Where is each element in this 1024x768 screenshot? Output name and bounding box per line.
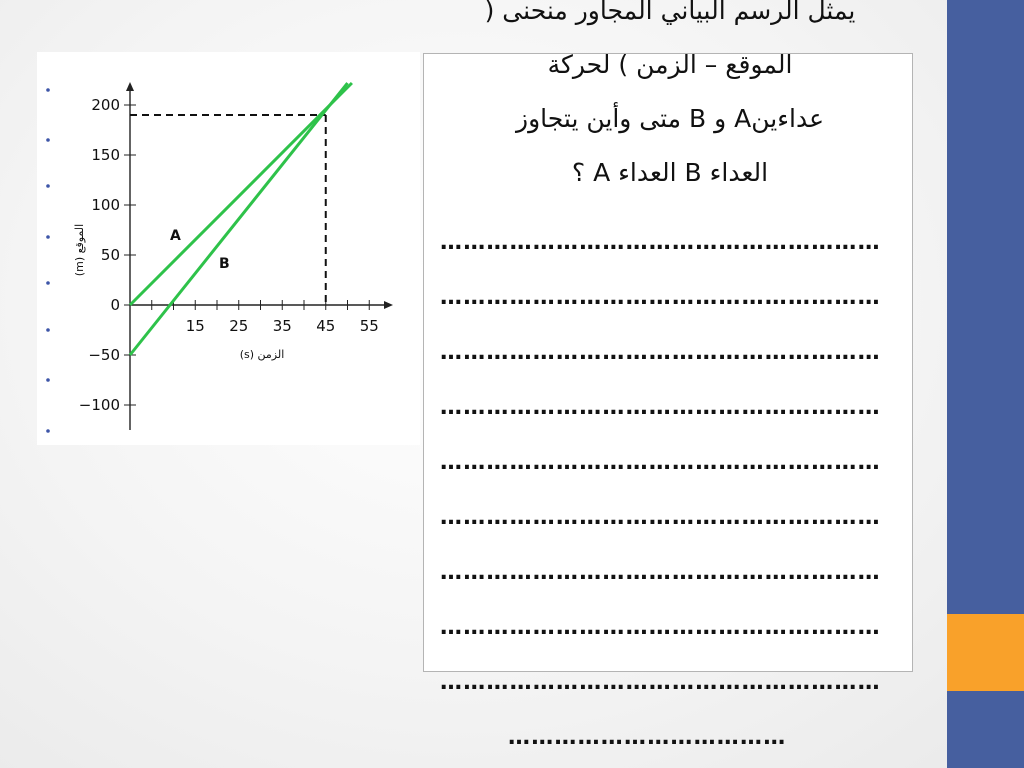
- question-line: يمثل الرسم البياني المجاور منحنى (: [484, 0, 856, 25]
- bullet-dot: [46, 184, 50, 188]
- x-tick-label: 15: [185, 317, 205, 335]
- y-tick-label: 0: [110, 296, 120, 314]
- x-axis-label: الزمن (s): [239, 348, 285, 361]
- answer-line: …………………………………………………: [440, 450, 881, 475]
- series-label-b: B: [219, 256, 230, 272]
- position-time-chart: [37, 52, 420, 445]
- question-line: الموقع – الزمن ) لحركة: [547, 50, 793, 79]
- question-text: [430, 0, 910, 200]
- answer-line: …………………………………………………: [440, 615, 881, 640]
- x-tick-label: 45: [316, 317, 336, 335]
- answer-line: …………………………………………………: [440, 340, 881, 365]
- chart-panel: [37, 52, 420, 445]
- series-line-a: [130, 83, 352, 305]
- x-axis-arrow: [384, 301, 393, 309]
- y-axis-arrow: [126, 82, 134, 91]
- answer-line: …………………………………………………: [440, 395, 881, 420]
- x-tick-label: 35: [272, 317, 292, 335]
- bullet-dot: [46, 328, 50, 332]
- answer-line: …………………………………………………: [440, 670, 881, 695]
- bullet-dot: [46, 235, 50, 239]
- y-tick-label: −50: [88, 346, 120, 364]
- bullet-dot: [46, 88, 50, 92]
- answer-line: …………………………………………………: [440, 285, 881, 310]
- y-axis-label: الموقع (m): [73, 223, 86, 277]
- bullet-dot: [46, 138, 50, 142]
- bullet-dot: [46, 378, 50, 382]
- answer-line: …………………………………………………: [440, 230, 881, 255]
- series-line-b: [130, 83, 348, 355]
- y-tick-label: −100: [78, 396, 120, 414]
- question-line: عداءينA و B متى وأين يتجاوز: [516, 104, 824, 133]
- y-tick-label: 50: [100, 246, 120, 264]
- bullet-dot: [46, 429, 50, 433]
- y-tick-label: 200: [91, 96, 120, 114]
- series-label-a: A: [170, 228, 181, 244]
- y-tick-label: 150: [91, 146, 120, 164]
- answer-line: ………………………………: [508, 725, 787, 750]
- question-line: العداء B العداء A ؟: [571, 158, 769, 187]
- answer-line: …………………………………………………: [440, 505, 881, 530]
- x-tick-label: 25: [229, 317, 249, 335]
- answer-line: …………………………………………………: [440, 560, 881, 585]
- bullet-dot: [46, 281, 50, 285]
- y-tick-label: 100: [91, 196, 120, 214]
- sidebar-accent-block: [947, 614, 1024, 691]
- x-tick-label: 55: [359, 317, 379, 335]
